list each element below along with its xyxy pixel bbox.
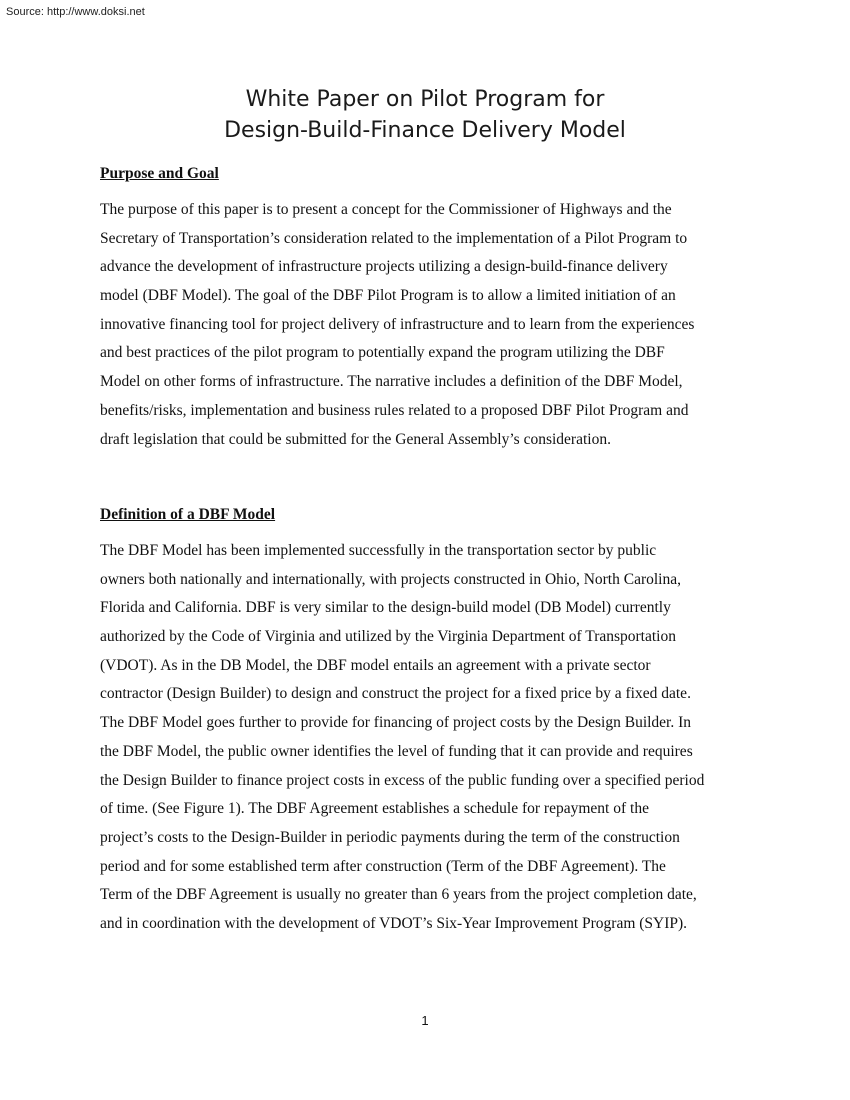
paragraph-line: The DBF Model goes further to provide for financing of project costs by the Design Builder. In <box>100 714 692 732</box>
page-number: 1 <box>421 1013 429 1028</box>
paragraph-line: project’s costs to the Design-Builder in periodic payments during the term of the construction <box>100 828 680 846</box>
paragraph-purpose-and-goal <box>100 196 752 454</box>
paragraph-line: (VDOT). As in the DB Model, the DBF model entails an agreement with a private sector <box>100 656 651 674</box>
paragraph-line: advance the development of infrastructure projects utilizing a design-build-finance delivery <box>100 258 668 276</box>
paragraph-line: authorized by the Code of Virginia and utilized by the Virginia Department of Transportation <box>100 628 676 646</box>
source-note: Source: http://www.doksi.net <box>6 6 145 18</box>
paragraph-line: draft legislation that could be submitted for the General Assembly’s consideration. <box>100 430 611 448</box>
paragraph-line: The DBF Model has been implemented successfully in the transportation sector by public <box>100 542 657 559</box>
paragraph-line: of time. (See Figure 1). The DBF Agreement establishes a schedule for repayment of the <box>100 800 649 818</box>
paragraph-line: and best practices of the pilot program to potentially expand the program utilizing the DBF <box>100 344 665 362</box>
paragraph-line: the DBF Model, the public owner identifies the level of funding that it can provide and requires <box>100 742 693 760</box>
paragraph-line: The purpose of this paper is to present a concept for the Commissioner of Highways and the <box>100 201 672 218</box>
paragraph-line: owners both nationally and internationally, with projects constructed in Ohio, North Carolina, <box>100 570 681 588</box>
paragraph-line: benefits/risks, implementation and business rules related to a proposed DBF Pilot Program and <box>100 401 689 419</box>
heading-definition-of-dbf-model: Definition of a DBF Model <box>100 506 276 523</box>
paragraph-line: model (DBF Model). The goal of the DBF Pilot Program is to allow a limited initiation of an <box>100 287 676 305</box>
paragraph-line: Secretary of Transportation’s consideration related to the implementation of a Pilot Program to <box>100 229 688 247</box>
paragraph-definition-of-dbf-model <box>100 537 752 939</box>
paragraph-line: innovative financing tool for project delivery of infrastructure and to learn from the experiences <box>100 315 695 333</box>
paragraph-line: the Design Builder to finance project costs in excess of the public funding over a specified period <box>100 771 705 789</box>
title-line-1: White Paper on Pilot Program for <box>245 87 605 112</box>
heading-purpose-and-goal: Purpose and Goal <box>100 165 219 182</box>
paragraph-line: contractor (Design Builder) to design and construct the project for a fixed price by a fixed date. <box>100 685 691 703</box>
paragraph-line: period and for some established term after construction (Term of the DBF Agreement). The <box>100 857 666 875</box>
paragraph-line: Florida and California. DBF is very similar to the design-build model (DB Model) currently <box>100 599 671 617</box>
paragraph-line: Term of the DBF Agreement is usually no greater than 6 years from the project completion date, <box>100 886 697 904</box>
paragraph-line: and in coordination with the development of VDOT’s Six-Year Improvement Program (SYIP). <box>100 914 688 932</box>
paragraph-line: Model on other forms of infrastructure. The narrative includes a definition of the DBF Model, <box>100 373 683 391</box>
title-line-2: Design-Build-Finance Delivery Model <box>224 118 626 143</box>
document-title <box>0 84 850 146</box>
